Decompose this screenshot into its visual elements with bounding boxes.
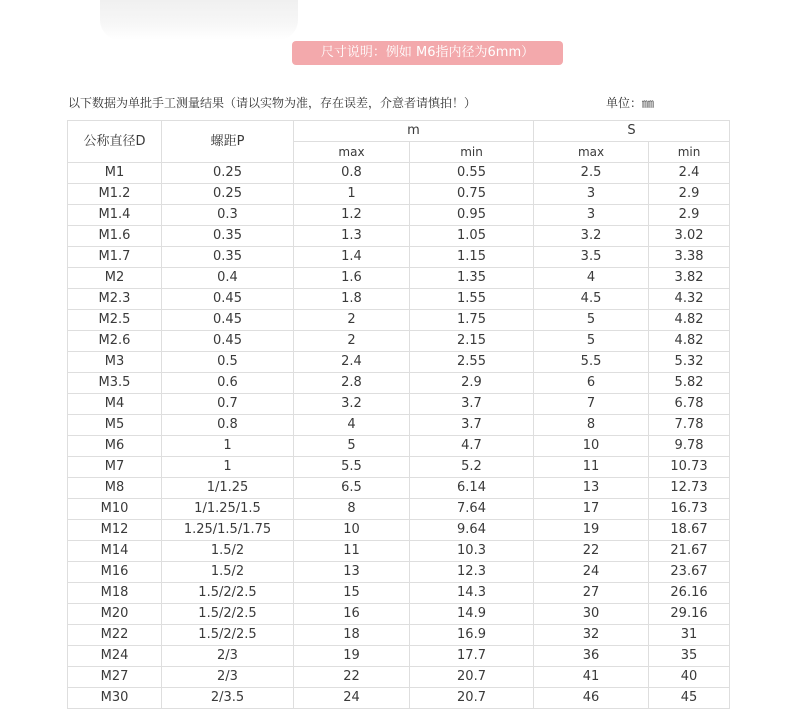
table-row — [68, 394, 730, 415]
cell-pitch: 0.35 — [162, 247, 294, 268]
table-row — [68, 688, 730, 709]
cell-s-min: 4.82 — [649, 310, 730, 331]
cell-m-max: 1.8 — [294, 289, 410, 310]
cell-s-min: 5.82 — [649, 373, 730, 394]
cell-m-max: 13 — [294, 562, 410, 583]
cell-m-max: 22 — [294, 667, 410, 688]
cell-diameter: M16 — [68, 562, 162, 583]
cell-m-min: 14.9 — [410, 604, 534, 625]
cell-pitch: 0.6 — [162, 373, 294, 394]
cell-s-min: 5.32 — [649, 352, 730, 373]
cell-s-max: 22 — [534, 541, 649, 562]
cell-pitch: 1 — [162, 436, 294, 457]
table-row — [68, 457, 730, 478]
cell-pitch: 1.5/2 — [162, 541, 294, 562]
cell-m-min: 7.64 — [410, 499, 534, 520]
cell-s-min: 21.67 — [649, 541, 730, 562]
cell-m-min: 14.3 — [410, 583, 534, 604]
cell-m-min: 2.9 — [410, 373, 534, 394]
cell-diameter: M3 — [68, 352, 162, 373]
header-nominal-diameter: 公称直径D — [68, 121, 162, 163]
cell-m-max: 8 — [294, 499, 410, 520]
cell-diameter: M2.5 — [68, 310, 162, 331]
header-s-max: max — [534, 142, 649, 163]
cell-pitch: 0.4 — [162, 268, 294, 289]
cell-s-min: 2.9 — [649, 205, 730, 226]
cell-m-min: 1.75 — [410, 310, 534, 331]
cell-s-max: 3.2 — [534, 226, 649, 247]
cell-m-min: 10.3 — [410, 541, 534, 562]
header-pitch: 螺距P — [162, 121, 294, 163]
table-row — [68, 625, 730, 646]
cell-diameter: M30 — [68, 688, 162, 709]
cell-m-max: 19 — [294, 646, 410, 667]
cell-m-min: 1.35 — [410, 268, 534, 289]
cell-m-max: 1.4 — [294, 247, 410, 268]
cell-pitch: 0.8 — [162, 415, 294, 436]
header-m-min: min — [410, 142, 534, 163]
cell-s-min: 45 — [649, 688, 730, 709]
cell-s-min: 2.9 — [649, 184, 730, 205]
cell-m-min: 2.15 — [410, 331, 534, 352]
cell-pitch: 0.45 — [162, 289, 294, 310]
table-row — [68, 268, 730, 289]
cell-s-min: 31 — [649, 625, 730, 646]
table-row — [68, 562, 730, 583]
table-row — [68, 415, 730, 436]
cell-m-max: 6.5 — [294, 478, 410, 499]
cell-s-min: 4.82 — [649, 331, 730, 352]
cell-pitch: 0.45 — [162, 310, 294, 331]
cell-s-max: 13 — [534, 478, 649, 499]
cell-pitch: 2/3 — [162, 667, 294, 688]
table-row — [68, 520, 730, 541]
cell-m-min: 20.7 — [410, 688, 534, 709]
cell-m-min: 0.95 — [410, 205, 534, 226]
measurement-note: 以下数据为单批手工测量结果（请以实物为准，存在误差，介意者请慎拍！） — [68, 96, 477, 110]
table-row — [68, 436, 730, 457]
cell-diameter: M12 — [68, 520, 162, 541]
cell-m-min: 16.9 — [410, 625, 534, 646]
table-row — [68, 352, 730, 373]
cell-m-max: 3.2 — [294, 394, 410, 415]
table-row — [68, 163, 730, 184]
cell-diameter: M2.6 — [68, 331, 162, 352]
cell-s-max: 5 — [534, 331, 649, 352]
cell-pitch: 2/3 — [162, 646, 294, 667]
table-row — [68, 247, 730, 268]
cell-m-max: 2 — [294, 310, 410, 331]
cell-diameter: M1.2 — [68, 184, 162, 205]
cell-m-min: 2.55 — [410, 352, 534, 373]
cell-m-min: 1.05 — [410, 226, 534, 247]
cell-s-max: 4 — [534, 268, 649, 289]
cell-m-max: 2.8 — [294, 373, 410, 394]
cell-s-max: 8 — [534, 415, 649, 436]
cell-diameter: M14 — [68, 541, 162, 562]
cell-pitch: 1.5/2/2.5 — [162, 583, 294, 604]
cell-s-max: 11 — [534, 457, 649, 478]
table-row — [68, 478, 730, 499]
cell-diameter: M3.5 — [68, 373, 162, 394]
cell-m-max: 5.5 — [294, 457, 410, 478]
header-s-min: min — [649, 142, 730, 163]
cell-m-max: 24 — [294, 688, 410, 709]
cell-m-min: 0.75 — [410, 184, 534, 205]
cell-m-min: 1.15 — [410, 247, 534, 268]
cell-s-max: 24 — [534, 562, 649, 583]
size-explanation-banner: 尺寸说明：例如 M6指内径为6mm） — [292, 41, 563, 65]
cell-diameter: M6 — [68, 436, 162, 457]
cell-s-min: 3.38 — [649, 247, 730, 268]
cell-diameter: M5 — [68, 415, 162, 436]
table-row — [68, 604, 730, 625]
cell-diameter: M24 — [68, 646, 162, 667]
cell-m-min: 17.7 — [410, 646, 534, 667]
table-row — [68, 541, 730, 562]
cell-diameter: M10 — [68, 499, 162, 520]
cell-diameter: M1 — [68, 163, 162, 184]
cell-s-min: 7.78 — [649, 415, 730, 436]
cell-m-max: 2.4 — [294, 352, 410, 373]
cell-m-min: 3.7 — [410, 394, 534, 415]
cell-m-max: 5 — [294, 436, 410, 457]
cell-diameter: M1.7 — [68, 247, 162, 268]
cell-m-min: 12.3 — [410, 562, 534, 583]
cell-s-max: 3 — [534, 205, 649, 226]
cell-s-max: 36 — [534, 646, 649, 667]
cell-s-min: 26.16 — [649, 583, 730, 604]
cell-s-min: 12.73 — [649, 478, 730, 499]
cell-m-min: 1.55 — [410, 289, 534, 310]
cell-m-max: 15 — [294, 583, 410, 604]
unit-label: 单位：㎜ — [606, 96, 655, 110]
cell-m-min: 0.55 — [410, 163, 534, 184]
table-row — [68, 310, 730, 331]
cell-s-max: 10 — [534, 436, 649, 457]
cell-m-max: 10 — [294, 520, 410, 541]
cell-s-max: 6 — [534, 373, 649, 394]
cell-pitch: 1.5/2 — [162, 562, 294, 583]
cell-s-max: 30 — [534, 604, 649, 625]
table-row — [68, 646, 730, 667]
table-row — [68, 499, 730, 520]
product-image-fragment — [100, 0, 298, 40]
cell-s-min: 3.02 — [649, 226, 730, 247]
cell-s-min: 4.32 — [649, 289, 730, 310]
cell-diameter: M22 — [68, 625, 162, 646]
cell-m-min: 20.7 — [410, 667, 534, 688]
cell-m-min: 6.14 — [410, 478, 534, 499]
cell-m-min: 4.7 — [410, 436, 534, 457]
cell-s-max: 3 — [534, 184, 649, 205]
cell-s-min: 40 — [649, 667, 730, 688]
cell-pitch: 1/1.25 — [162, 478, 294, 499]
table-row — [68, 184, 730, 205]
cell-s-max: 5 — [534, 310, 649, 331]
nut-spec-table — [67, 120, 730, 709]
header-m: m — [294, 121, 534, 142]
cell-diameter: M20 — [68, 604, 162, 625]
cell-diameter: M27 — [68, 667, 162, 688]
cell-diameter: M7 — [68, 457, 162, 478]
cell-pitch: 1/1.25/1.5 — [162, 499, 294, 520]
cell-m-min: 3.7 — [410, 415, 534, 436]
header-s: S — [534, 121, 730, 142]
cell-pitch: 1.5/2/2.5 — [162, 604, 294, 625]
cell-s-min: 23.67 — [649, 562, 730, 583]
cell-s-max: 46 — [534, 688, 649, 709]
table-row — [68, 331, 730, 352]
cell-s-min: 16.73 — [649, 499, 730, 520]
table-row — [68, 373, 730, 394]
cell-m-max: 16 — [294, 604, 410, 625]
table-row — [68, 205, 730, 226]
cell-m-max: 18 — [294, 625, 410, 646]
cell-m-max: 2 — [294, 331, 410, 352]
spec-table-body — [68, 163, 730, 709]
cell-s-max: 3.5 — [534, 247, 649, 268]
cell-pitch: 0.35 — [162, 226, 294, 247]
cell-m-max: 1 — [294, 184, 410, 205]
table-row — [68, 667, 730, 688]
cell-m-max: 1.2 — [294, 205, 410, 226]
cell-s-min: 6.78 — [649, 394, 730, 415]
cell-diameter: M2.3 — [68, 289, 162, 310]
cell-pitch: 0.5 — [162, 352, 294, 373]
cell-pitch: 0.25 — [162, 163, 294, 184]
cell-s-max: 19 — [534, 520, 649, 541]
cell-s-max: 41 — [534, 667, 649, 688]
cell-pitch: 0.7 — [162, 394, 294, 415]
cell-pitch: 1.5/2/2.5 — [162, 625, 294, 646]
cell-pitch: 1.25/1.5/1.75 — [162, 520, 294, 541]
cell-s-max: 5.5 — [534, 352, 649, 373]
cell-s-min: 35 — [649, 646, 730, 667]
cell-m-max: 1.3 — [294, 226, 410, 247]
cell-s-max: 2.5 — [534, 163, 649, 184]
cell-s-min: 10.73 — [649, 457, 730, 478]
cell-m-max: 0.8 — [294, 163, 410, 184]
table-row — [68, 289, 730, 310]
header-m-max: max — [294, 142, 410, 163]
cell-s-min: 9.78 — [649, 436, 730, 457]
cell-diameter: M1.6 — [68, 226, 162, 247]
cell-m-max: 4 — [294, 415, 410, 436]
cell-s-max: 17 — [534, 499, 649, 520]
table-row — [68, 583, 730, 604]
cell-s-max: 27 — [534, 583, 649, 604]
cell-pitch: 0.25 — [162, 184, 294, 205]
cell-m-max: 1.6 — [294, 268, 410, 289]
cell-pitch: 2/3.5 — [162, 688, 294, 709]
cell-m-min: 9.64 — [410, 520, 534, 541]
cell-m-max: 11 — [294, 541, 410, 562]
cell-pitch: 1 — [162, 457, 294, 478]
cell-s-min: 18.67 — [649, 520, 730, 541]
cell-s-max: 32 — [534, 625, 649, 646]
cell-diameter: M1.4 — [68, 205, 162, 226]
cell-pitch: 0.45 — [162, 331, 294, 352]
cell-diameter: M2 — [68, 268, 162, 289]
cell-s-max: 7 — [534, 394, 649, 415]
cell-s-min: 3.82 — [649, 268, 730, 289]
cell-diameter: M4 — [68, 394, 162, 415]
cell-m-min: 5.2 — [410, 457, 534, 478]
cell-pitch: 0.3 — [162, 205, 294, 226]
table-row — [68, 226, 730, 247]
cell-s-max: 4.5 — [534, 289, 649, 310]
cell-s-min: 2.4 — [649, 163, 730, 184]
cell-diameter: M18 — [68, 583, 162, 604]
cell-s-min: 29.16 — [649, 604, 730, 625]
cell-diameter: M8 — [68, 478, 162, 499]
